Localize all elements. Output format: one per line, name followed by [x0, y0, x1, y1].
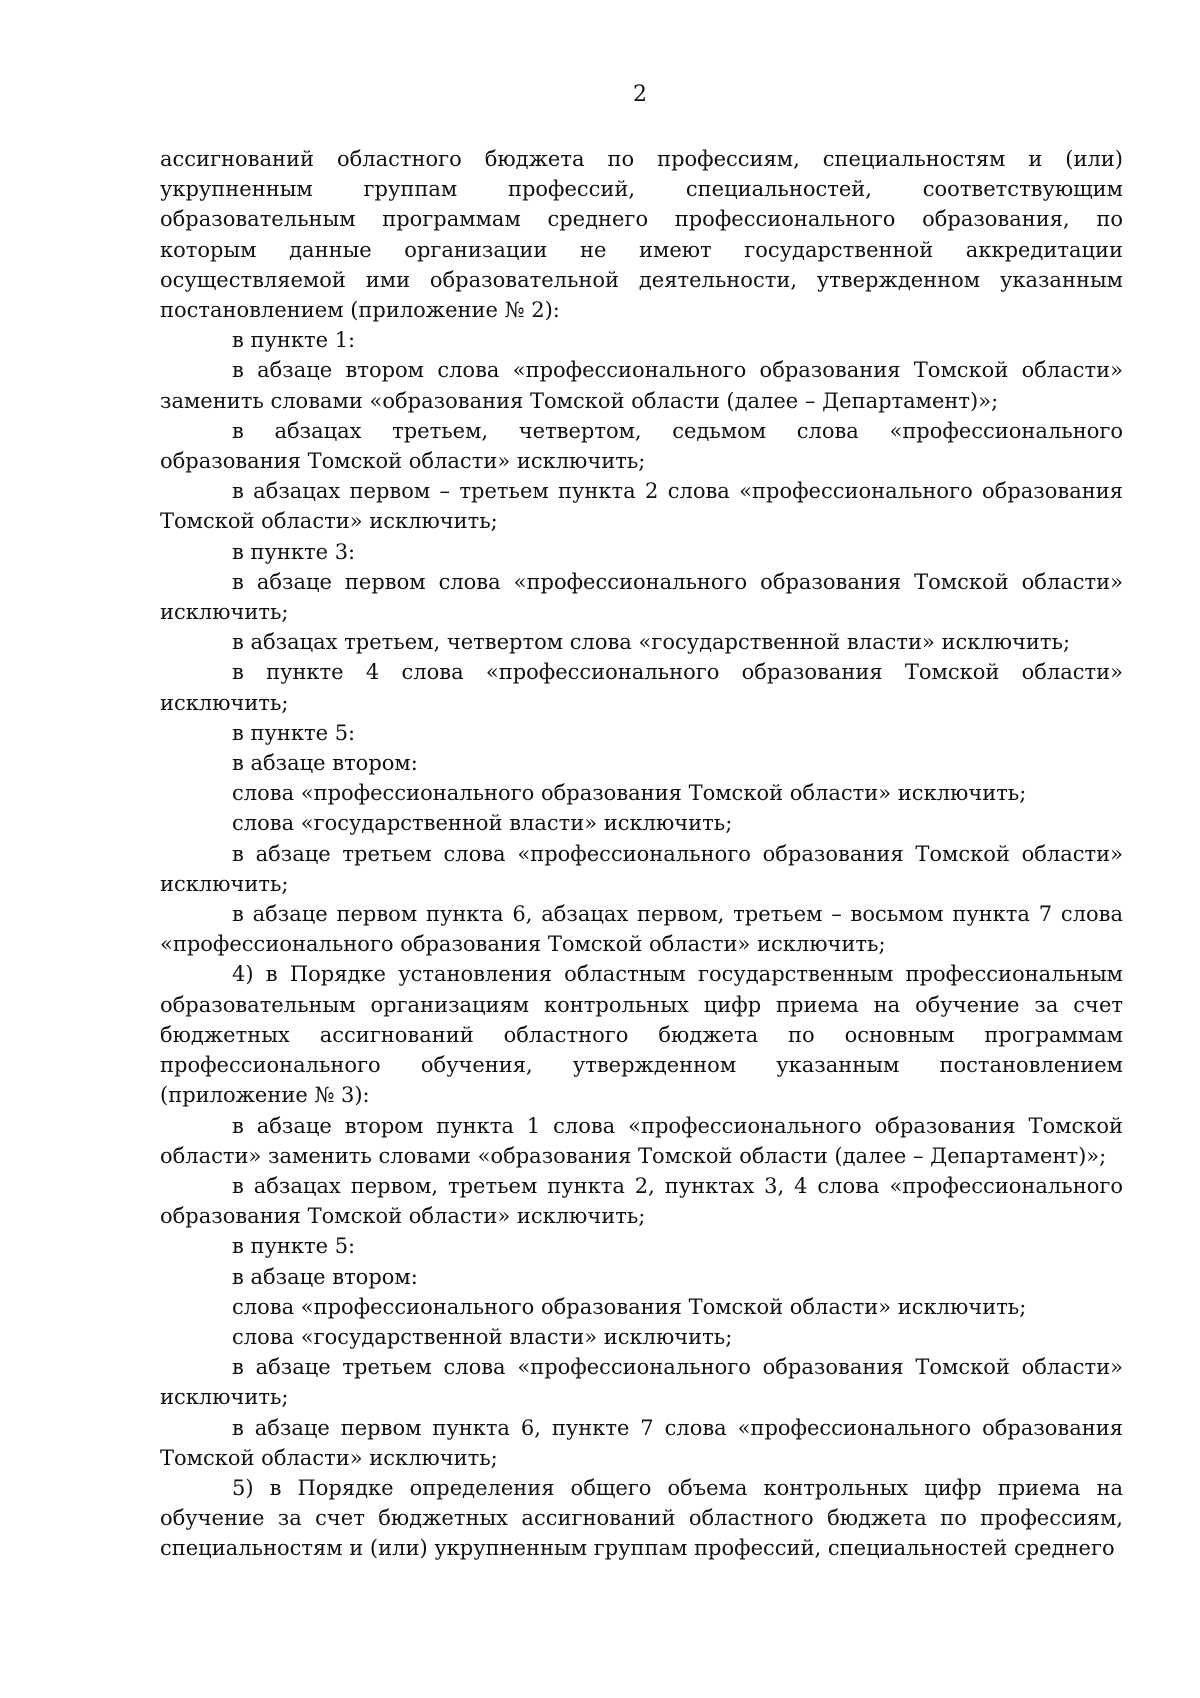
paragraph: в пункте 4 слова «профессионального образования Томской области» исключить;: [160, 660, 1123, 715]
paragraph-item-5: 5) в Порядке определения общего объема контрольных цифр приема на обучение за счет бюджетных ассигнований областного бюджета по профессиям, специальностям и (или) укрупненным группам профессий, специальностей среднего: [160, 1475, 1123, 1561]
paragraph: в пункте 5:: [232, 720, 356, 745]
paragraph: в абзаце первом пункта 6, абзацах первом, третьем – восьмом пункта 7 слова «профессионального образования Томской области» исключить;: [160, 902, 1123, 957]
paragraph: в абзацах первом, третьем пункта 2, пунктах 3, 4 слова «профессионального образования Томской области» исключить;: [160, 1173, 1123, 1229]
paragraph: слова «государственной власти» исключить;: [232, 811, 733, 836]
paragraph-continuation: ассигнований областного бюджета по профессиям, специальностям и (или) укрупненным группам профессий, специальностей, соответствующим образовательным программам среднего профессионального образования, по которым данные организации не имеют государственной аккредитации осуществляемой ими образовательной деятельности, утвержденном указанным постановлением (приложение № 2):: [160, 147, 1123, 323]
paragraph: слова «профессионального образования Томской области» исключить;: [232, 1294, 1027, 1319]
paragraph: в абзацах первом – третьем пункта 2 слова «профессионального образования Томской области» исключить;: [160, 479, 1123, 534]
paragraph: в абзаце первом пункта 6, пункте 7 слова «профессионального образования Томской области» исключить;: [160, 1415, 1123, 1470]
paragraph: слова «государственной власти» исключить;: [232, 1324, 733, 1349]
paragraph: в пункте 3:: [232, 539, 356, 564]
paragraph: в абзаце третьем слова «профессионального образования Томской области» исключить;: [160, 1355, 1123, 1410]
paragraph-item-4: 4) в Порядке установления областным государственным профессиональным образовательным организациям контрольных цифр приема на обучение за счет бюджетных ассигнований областного бюджета по основным программам профессионального обучения, утвержденном указанным постановлением (приложение № 3):: [160, 962, 1123, 1108]
paragraph: в абзацах третьем, четвертом слова «государственной власти» исключить;: [232, 630, 1071, 655]
paragraph: в абзаце втором слова «профессионального образования Томской области» заменить словами «образования Томской области (далее – Департамент)»;: [160, 358, 1123, 413]
paragraph: в абзацах третьем, четвертом, седьмом слова «профессионального образования Томской области» исключить;: [160, 418, 1123, 474]
paragraph: в абзаце втором:: [232, 1264, 418, 1289]
paragraph: в абзаце первом слова «профессионального образования Томской области» исключить;: [160, 569, 1123, 625]
paragraph: в абзаце втором:: [232, 751, 418, 776]
paragraph: слова «профессионального образования Томской области» исключить;: [232, 781, 1027, 806]
paragraph: в пункте 5:: [232, 1234, 356, 1259]
paragraph: в пункте 1:: [232, 328, 356, 353]
paragraph: в абзаце третьем слова «профессионального образования Томской области» исключить;: [160, 841, 1123, 896]
paragraph: в абзаце втором пункта 1 слова «профессионального образования Томской области» заменить словами «образования Томской области (далее – Департамент)»;: [160, 1113, 1123, 1168]
document-body: [160, 144, 1123, 1564]
page-number: 2: [633, 82, 647, 107]
